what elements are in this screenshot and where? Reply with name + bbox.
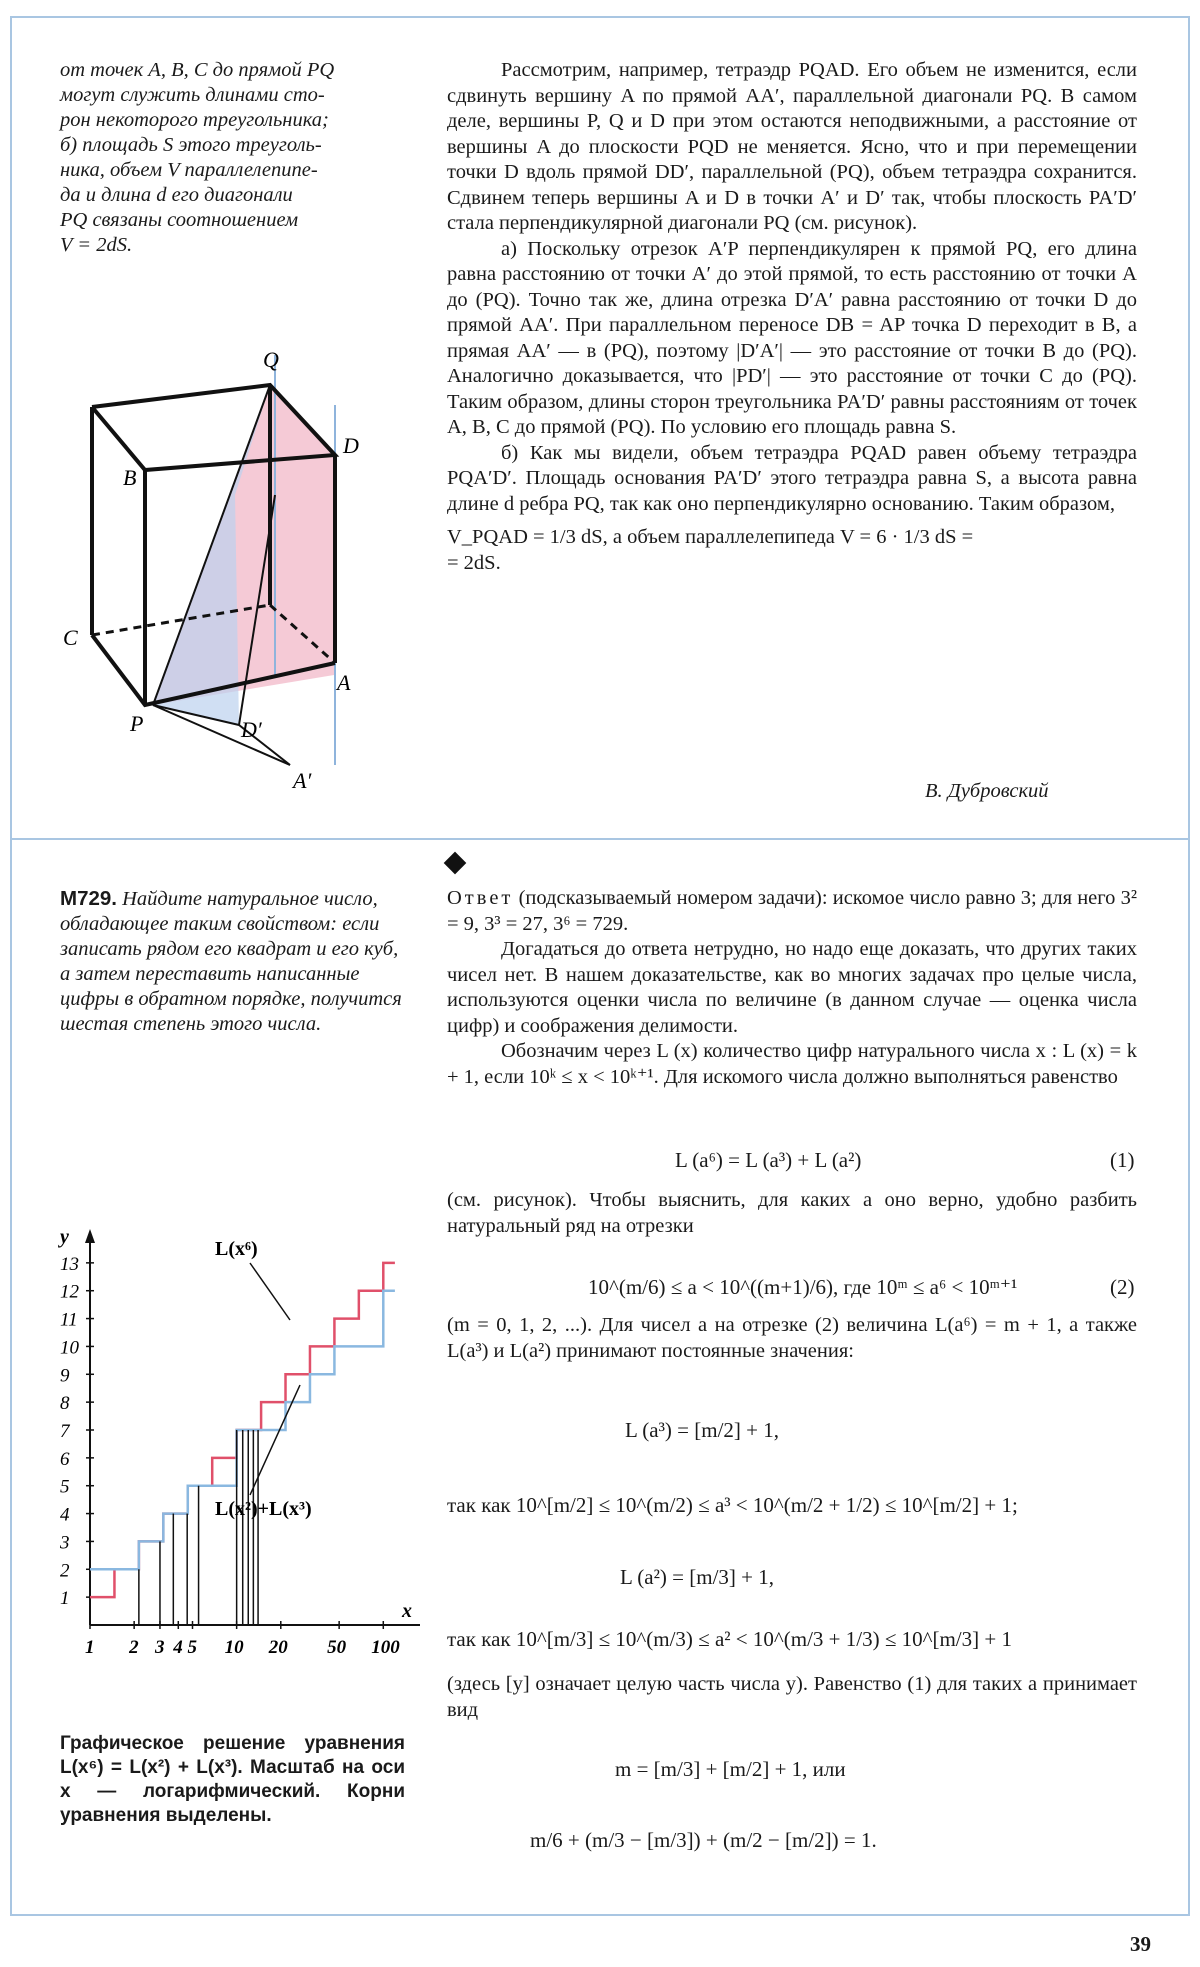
statement-line: V = 2dS. [60, 234, 133, 256]
equation-4b [447, 1627, 1012, 1652]
label-D-prime: D′ [241, 717, 262, 742]
m728-solution [447, 58, 1137, 576]
y-tick-label: 6 [60, 1448, 70, 1470]
label-B: B [123, 465, 137, 490]
x-tick-label: 4 [173, 1637, 183, 1658]
equation-2-number: (2) [1110, 1275, 1135, 1299]
equation-body: 10^[m/3] ≤ 10^(m/3) ≤ a² < 10^(m/3 + 1/3) ≤ 10^[m/3] + 1 [515, 1627, 1012, 1651]
equation-3b [447, 1493, 1018, 1518]
answer-word: Ответ [447, 887, 514, 909]
y-axis-arrow [85, 1229, 95, 1243]
solution-paragraph: Рассмотрим, например, тетраэдр PQAD. Его объем не изменится, если сдвинуть вершину A по прямой AA′, параллельной диагонали PQ. В самом деле, вершины P, Q и D при этом остаются неподвижными, а расстояние от вершины A до плоскости PQD не меняется. Ясно, что и при перемещении точки D вдоль прямой DD′, параллельной (PQ), объем тетраэдра сохранится. Сдвинем теперь вершины A и D в точки A′ и D′ так, чтобы плоскость PA′D′ стала перпендикулярной диагонали PQ (см. рисунок). [447, 59, 1137, 234]
equation-4: L (a²) = [m/3] + 1, [620, 1565, 774, 1589]
label-A-prime: A′ [293, 768, 312, 793]
y-tick-label: 5 [60, 1476, 70, 1498]
parallelepiped-figure [45, 345, 435, 805]
y-tick-label: 13 [60, 1253, 79, 1275]
m729-statement [60, 886, 405, 1037]
y-tick-label: 12 [60, 1281, 79, 1303]
equation-prefix: так как [447, 1627, 511, 1651]
legend-label: L(x²)+L(x³) [215, 1498, 312, 1520]
equation-2: 10^(m/6) ≤ a < 10^((m+1)/6), где 10ᵐ ≤ a⁶ < 10ᵐ⁺¹ [588, 1275, 1018, 1299]
solution-paragraph: (здесь [y] означает целую часть числа y). Равенство (1) для таких a принимает вид [447, 1673, 1137, 1721]
solution-paragraph: (m = 0, 1, 2, ...). Для чисел a на отрезке (2) величина L(a⁶) = m + 1, а также L(a³) и L(a²) принимают постоянные значения: [447, 1314, 1137, 1362]
statement-line: ника, объем V параллелепипе- [60, 159, 318, 181]
statement-line: рон некоторого треугольника; [60, 109, 329, 131]
statement-line: да и длина d его диагонали [60, 184, 293, 206]
y-tick-label: 10 [60, 1337, 79, 1359]
m729-solution [447, 886, 1137, 1090]
x-axis-label: x [402, 1600, 412, 1622]
problem-text: Найдите натуральное число, обладающее таким свойством: если записать рядом его квадрат и его куб, а затем переставить написанные цифры в обратном порядке, получится шестая степень этого числа. [60, 888, 402, 1035]
solution-paragraph: (см. рисунок). Чтобы выяснить, для каких a оно верно, удобно разбить натуральный ряд на отрезки [447, 1189, 1137, 1237]
x-tick-label: 10 [224, 1637, 244, 1658]
label-Q: Q [263, 347, 279, 372]
x-tick-label: 3 [154, 1637, 165, 1658]
statement-line: PQ связаны соотношением [60, 209, 299, 231]
chart-caption: Графическое решение уравнения L(x⁶) = L(x²) + L(x³). Масштаб на оси x — логарифмический. Корни уравнения выделены. [60, 1733, 405, 1826]
step-chart [50, 1225, 420, 1680]
y-axis-label: y [60, 1226, 69, 1248]
y-tick-label: 3 [60, 1532, 70, 1554]
y-tick-label: 4 [60, 1504, 70, 1526]
equation-1-number: (1) [1110, 1148, 1135, 1172]
label-P: P [130, 711, 144, 736]
solution-paragraph: Обозначим через L (x) количество цифр натурального числа x : L (x) = k + 1, если 10ᵏ ≤ x < 10ᵏ⁺¹. Для искомого числа должно выполняться равенство [447, 1040, 1137, 1088]
y-tick-label: 7 [60, 1421, 70, 1442]
equation-prefix: так как [447, 1493, 511, 1517]
x-tick-label: 1 [85, 1637, 95, 1658]
equation-6: m/6 + (m/3 − [m/3]) + (m/2 − [m/2]) = 1. [530, 1828, 877, 1852]
x-tick-label: 50 [327, 1637, 347, 1658]
page-number: 39 [1130, 1932, 1151, 1956]
volume-formula-end: = 2dS. [447, 551, 501, 574]
solution-paragraph: а) Поскольку отрезок A′P перпендикулярен к прямой PQ, его длина равна расстоянию от точки A′ до этой прямой, то есть расстоянию от точки A до (PQ). Точно так же, длина отрезка D′A′ равна расстоянию от точки D до прямой AA′. При параллельном переносе DB = AP точка D переходит в B, а прямая AA′ — в (PQ), поэтому |D′A′| — это расстояние от точки B до (PQ). Аналогично доказывается, что |PD′| — это расстояние от точки C до (PQ). Таким образом, длины сторон треугольника PA′D′ равны расстояниям от точек A, B, C до прямой (PQ). По условию его площадь равна S. [447, 237, 1137, 438]
x-tick-label: 100 [371, 1637, 400, 1658]
legend-pointer [250, 1263, 290, 1320]
y-tick-label: 2 [60, 1560, 70, 1582]
x-tick-label: 5 [187, 1637, 198, 1658]
y-tick-label: 9 [60, 1365, 70, 1387]
volume-formula: V_PQAD = 1/3 dS, а объем параллелепипеда V = 6 · 1/3 dS = [447, 526, 974, 548]
statement-line: б) площадь S этого треуголь- [60, 134, 322, 156]
problem-number: М729. [60, 887, 117, 910]
answer-text: (подсказываемый номером задачи): искомое число равно 3; для него 3² = 9, 3³ = 27, 3⁶ = 729. [447, 887, 1137, 935]
m728-statement-end [60, 58, 405, 258]
x-tick-label: 2 [129, 1637, 139, 1658]
equation-1: L (a⁶) = L (a³) + L (a²) [675, 1148, 862, 1172]
statement-line: могут служить длинами сто- [60, 84, 325, 106]
section-divider [10, 838, 1190, 840]
solution-paragraph: Догадаться до ответа нетрудно, но надо еще доказать, что других таких чисел нет. В нашем доказательстве, как во многих задачах про целые числа, используются оценки числа по величине (в данном случае — оценка числа цифр) и соображения делимости. [447, 938, 1137, 1037]
equation-3: L (a³) = [m/2] + 1, [625, 1418, 779, 1442]
y-tick-label: 1 [60, 1588, 70, 1610]
label-D: D [343, 433, 359, 458]
x-tick-label: 20 [268, 1637, 288, 1658]
y-tick-label: 8 [60, 1393, 70, 1415]
statement-line: от точек A, B, C до прямой PQ [60, 59, 335, 81]
solution-paragraph: б) Как мы видели, объем тетраэдра PQAD равен объему тетраэдра PQA′D′. Площадь основания PA′D′ этого тетраэдра равна S, а высота равна длине d ребра PQ, так как оно перпендикулярно основанию. Таким образом, [447, 441, 1137, 515]
label-C: C [63, 625, 78, 650]
equation-5: m = [m/3] + [m/2] + 1, или [615, 1757, 846, 1781]
legend-label: L(x⁶) [215, 1238, 258, 1260]
author-signature: В. Дубровский [925, 780, 1049, 802]
y-tick-label: 11 [60, 1309, 78, 1331]
label-A: A [337, 670, 351, 695]
equation-body: 10^[m/2] ≤ 10^(m/2) ≤ a³ < 10^(m/2 + 1/2) ≤ 10^[m/2] + 1; [515, 1493, 1018, 1517]
